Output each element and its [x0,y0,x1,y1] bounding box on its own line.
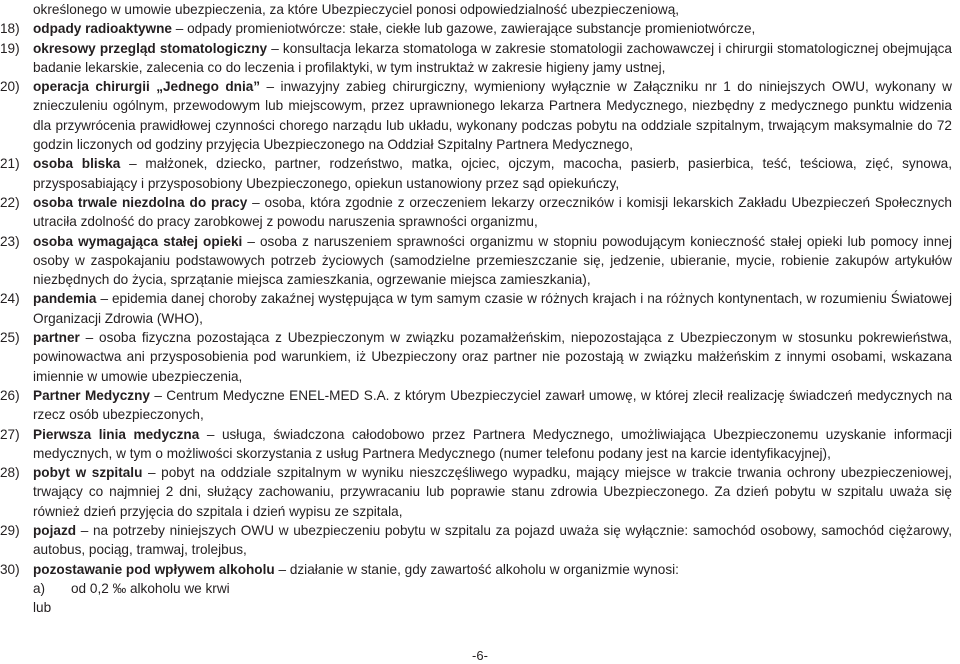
definition-item-26 [0,386,960,425]
definition-text: – na potrzeby niniejszych OWU w ubezpieczeniu pobytu w szpitalu za pojazd uważa się wyłącznie: samochód osobowy, samochód ciężarowy, autobus, pociąg, tramwaj, trolejbus, [33,523,952,558]
definition-item-30 [0,560,960,618]
item-number: 27) [0,426,20,442]
definition-text: – odpady promieniotwórcze: stałe, ciekłe lub gazowe, zawierające substancje promieniotwórcze, [172,21,756,37]
definition-text: – epidemia danej choroby zakaźnej występująca w tym samym czasie w różnych krajach i na różnych kontynentach, w rozumieniu Światowej Organizacji Zdrowia (WHO), [33,291,952,326]
definition-term: osoba bliska [33,156,121,172]
definition-item-20 [0,77,960,154]
definition-term: Partner Medyczny [33,387,150,403]
definition-text: – inwazyjny zabieg chirurgiczny, wymieniony wyłącznie w Załączniku nr 1 do niniejszych OWU, wykonany w znieczuleniu ogólnym, przewodowym lub miejscowym, przez uprawnionego lekarza Partnera Medycznego, niezbędny z medycznego punktu widzenia dla przywrócenia prawidłowej czynności chorego narządu lub układu, wykonany podczas pobytu na oddziale szpitalnym, trwającym maksymalnie do 72 godzin liczonych od godziny przyjęcia Ubezpieczonego na Oddział Szpitalny Partnera Medycznego, [33,79,952,153]
continuation-text: określonego w umowie ubezpieczenia, za które Ubezpieczyciel ponosi odpowiedzialność ubezpieczeniową, [33,2,680,17]
item-number: 20) [0,79,20,95]
definition-item-25 [0,328,960,386]
definition-term: Pierwsza linia medyczna [33,426,200,442]
item-number: 26) [0,387,20,403]
definition-item-21 [0,154,960,193]
sub-item-text: od 0,2 ‰ alkoholu we krwi [71,580,230,596]
item-number: 18) [0,21,20,37]
sub-item-a [33,579,952,598]
definition-item-27 [0,425,960,464]
definition-item-23 [0,232,960,290]
definition-text: – usługa, świadczona całodobowo przez Partnera Medycznego, umożliwiająca Ubezpieczonemu uzyskanie informacji medycznych, w tym o możliwości skorzystania z usług Partnera Medycznego (numer telefonu podany jest na karcie identyfikacyjnej), [33,426,952,461]
definition-item-22 [0,193,960,232]
definition-term: okresowy przegląd stomatologiczny [33,40,268,56]
definition-term: partner [33,330,80,346]
definition-term: pojazd [33,523,77,539]
definition-text: – osoba fizyczna pozostająca z Ubezpieczonym w związku pozamałżeńskim, niepozostająca z Ubezpieczonym w stosunku pokrewieństwa, powinowactwa ani przysposobienia pod warunkiem, iż Ubezpieczony oraz partner nie pozostają w związku małżeńskim z innymi osobami, wskazana imiennie w umowie ubezpieczenia, [33,330,952,384]
definition-term: pozostawanie pod wpływem alkoholu [33,561,275,577]
item-number: 28) [0,465,20,481]
continuation-line [0,0,960,19]
sub-item-letter: a) [33,580,46,596]
item-number: 30) [0,561,20,577]
definition-term: pobyt w szpitalu [33,465,143,481]
definition-term: operacja chirurgii „Jednego dnia” [33,79,261,95]
definition-text: – osoba, która zgodnie z orzeczeniem lekarzy orzeczników i komisji lekarskich Zakładu Ubezpieczeń Społecznych utraciła zdolność do pracy zarobkowej z powodu naruszenia sprawności organizmu, [33,194,952,230]
page-number: -6- [472,648,488,663]
sub-item-or: lub [33,600,52,616]
definition-text: – małżonek, dziecko, partner, rodzeństwo, matka, ojciec, ojczym, macocha, pasierb, pasierbica, teść, teściowa, zięć, synowa, przysposabiający i przysposobiony Ubezpieczonego, opiekun ustanowiony przez sąd opiekuńczy, [33,156,952,191]
definition-item-24 [0,289,960,328]
definition-text: – Centrum Medyczne ENEL-MED S.A. z którym Ubezpieczyciel zawarł umowę, w której zlecił realizację świadczeń medycznych na rzecz osób ubezpieczonych, [33,387,952,423]
definition-item-29 [0,521,960,560]
item-number: 21) [0,156,20,172]
item-number: 24) [0,291,20,307]
definition-text: – pobyt na oddziale szpitalnym w wyniku nieszczęśliwego wypadku, mający miejsce w trakcie trwania ochrony ubezpieczeniowej, trwający co najmniej 2 dni, służący zachowaniu, przywracaniu lub poprawie stanu zdrowia Ubezpieczonego. Za dzień pobytu w szpitalu uważa się również dzień przyjęcia do szpitala i dzień wypisu ze szpitala, [33,465,952,519]
definition-item-18 [0,19,960,38]
definition-text: – osoba z naruszeniem sprawności organizmu w stopniu powodującym konieczność stałej opieki lub pomocy innej osoby w zaspokajaniu podstawowych potrzeb życiowych (samodzielne przemieszczanie się, jedzenie, ubieranie, mycie, robienie zakupów artykułów niezbędnych do życia, sprzątanie miejsca zamieszkania, ogrzewanie miejsca zamieszkania), [33,233,952,288]
definition-item-28 [0,463,960,521]
definition-term: pandemia [33,291,97,307]
definition-text: – działanie w stanie, gdy zawartość alkoholu w organizmie wynosi: [274,561,679,577]
item-number: 25) [0,330,20,346]
item-number: 29) [0,523,20,539]
definition-term: odpady radioaktywne [33,21,172,37]
definition-term: osoba trwale niezdolna do pracy [33,194,248,210]
item-number: 23) [0,233,20,249]
definition-text: – konsultacja lekarza stomatologa w zakresie stomatologii zachowawczej i chirurgii stomatologicznej obejmująca badanie lekarskie, zalecenia co do leczenia i profilaktyki, w tym instruktaż w zakresie higieny jamy ustnej, [33,40,952,75]
item-number: 19) [0,40,20,56]
definition-term: osoba wymagająca stałej opieki [33,233,243,249]
item-number: 22) [0,194,20,210]
definition-item-19 [0,39,960,78]
